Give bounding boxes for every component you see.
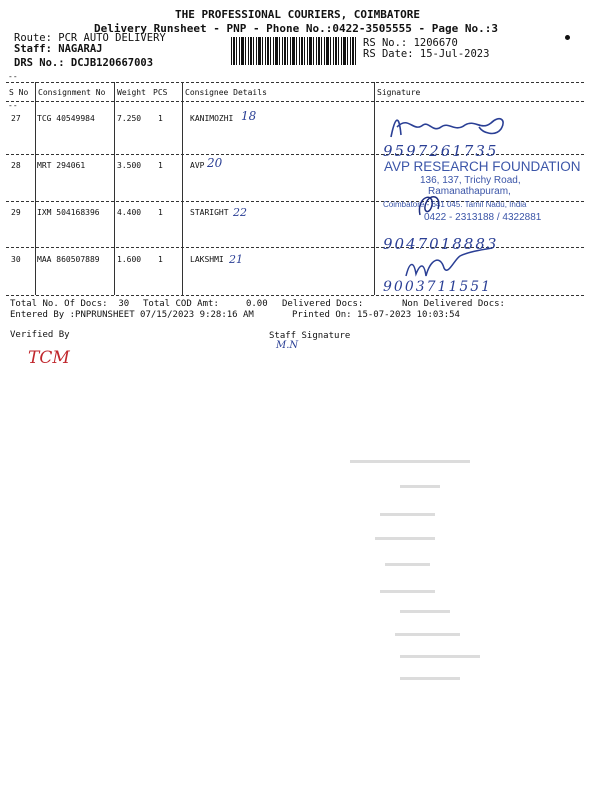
table-row-weight: 7.250 — [117, 114, 142, 123]
table-row-consignee: AVP — [190, 161, 205, 170]
table-row-sno: 28 — [11, 161, 21, 170]
table-row-pcs: 1 — [158, 161, 163, 170]
col-header-pcs: PCS — [153, 88, 168, 97]
stamp-line: Coimbatore - 641 045. Tamil Nadu, India — [383, 200, 527, 209]
col-header-consignment: Consignment No — [38, 88, 106, 97]
table-row-sno: 30 — [11, 255, 21, 264]
table-row-weight: 1.600 — [117, 255, 142, 264]
col-divider — [182, 82, 183, 295]
table-row-sno: 27 — [11, 114, 21, 123]
stamp-line: 136, 137, Trichy Road, — [420, 175, 521, 186]
drs-number: DRS No.: DCJB120667003 — [14, 57, 154, 69]
entered-by: Entered By :PNPRUNSHEET 07/15/2023 9:28:16 AM — [10, 310, 254, 320]
table-row-consignment: TCG 40549984 — [37, 114, 95, 123]
barcode — [231, 37, 356, 65]
table-row-handwritten-note: 18 — [241, 109, 257, 123]
table-row-consignee: LAKSHMI — [190, 255, 224, 264]
table-row-consignment: IXM 504168396 — [37, 208, 100, 217]
table-row-weight: 3.500 — [117, 161, 142, 170]
signature-phone: 9003711551 — [383, 279, 493, 295]
table-top-rule — [6, 82, 584, 83]
table-bottom-rule — [6, 295, 584, 296]
delivered-docs: Delivered Docs: — [282, 299, 364, 309]
dash-marker: -- — [8, 101, 18, 110]
runsheet-title: Delivery Runsheet - PNP - Phone No.:0422-3505555 - Page No.:3 — [94, 22, 498, 35]
col-divider — [374, 82, 375, 295]
table-row-sno: 29 — [11, 208, 21, 217]
col-header-signature: Signature — [377, 88, 421, 97]
table-header-rule — [6, 101, 584, 102]
stamp-line: Ramanathapuram, — [428, 186, 511, 197]
table-row-consignee: STARIGHT — [190, 208, 229, 217]
table-row-consignment: MRT 294061 — [37, 161, 86, 170]
table-row-pcs: 1 — [158, 255, 163, 264]
total-cod: Total COD Amt: 0.00 — [143, 299, 268, 309]
dot-mark — [565, 35, 570, 40]
signature-scribble — [383, 107, 518, 147]
col-header-consignee: Consignee Details — [185, 88, 267, 97]
col-header-sno: S No — [9, 88, 29, 97]
rs-date: RS Date: 15-Jul-2023 — [363, 48, 490, 60]
table-row-handwritten-note: 20 — [207, 156, 223, 170]
stamp-title: AVP RESEARCH FOUNDATION — [384, 159, 581, 174]
stamp-signature-scribble — [410, 185, 450, 225]
total-docs: Total No. Of Docs: 30 — [10, 299, 130, 309]
verified-by-label: Verified By — [10, 330, 70, 340]
printed-on: Printed On: 15-07-2023 10:03:54 — [292, 310, 460, 320]
staff-label: Staff: NAGARAJ — [14, 43, 103, 55]
dash-marker: -- — [8, 72, 18, 81]
table-row-handwritten-note: 21 — [229, 253, 243, 266]
table-row-consignee: KANIMOZHI — [190, 114, 234, 123]
table-row-handwritten-note: 22 — [233, 206, 247, 219]
staff-signature-label: Staff Signature — [269, 331, 351, 341]
col-divider — [114, 82, 115, 295]
signature-phone: 9047018883 — [383, 235, 499, 253]
table-row-weight: 4.400 — [117, 208, 142, 217]
company-title: THE PROFESSIONAL COURIERS, COIMBATORE — [175, 8, 421, 21]
rs-number: RS No.: 1206670 — [363, 37, 458, 49]
table-row-pcs: 1 — [158, 208, 163, 217]
non-delivered-docs: Non Delivered Docs: — [402, 299, 505, 309]
staff-signature-handwriting: M.N — [276, 340, 299, 351]
col-header-weight: Weight — [117, 88, 146, 97]
stamp-line: 0422 - 2313188 / 4322881 — [424, 212, 542, 223]
route-label: Route: PCR AUTO DELIVERY — [14, 32, 166, 44]
table-row-consignment: MAA 860507889 — [37, 255, 100, 264]
bleed-through-marks — [340, 455, 490, 695]
table-row-pcs: 1 — [158, 114, 163, 123]
col-divider — [35, 82, 36, 295]
signature-phone: 9597261735 — [383, 142, 499, 160]
verified-signature-handwriting: TCM — [28, 348, 70, 368]
